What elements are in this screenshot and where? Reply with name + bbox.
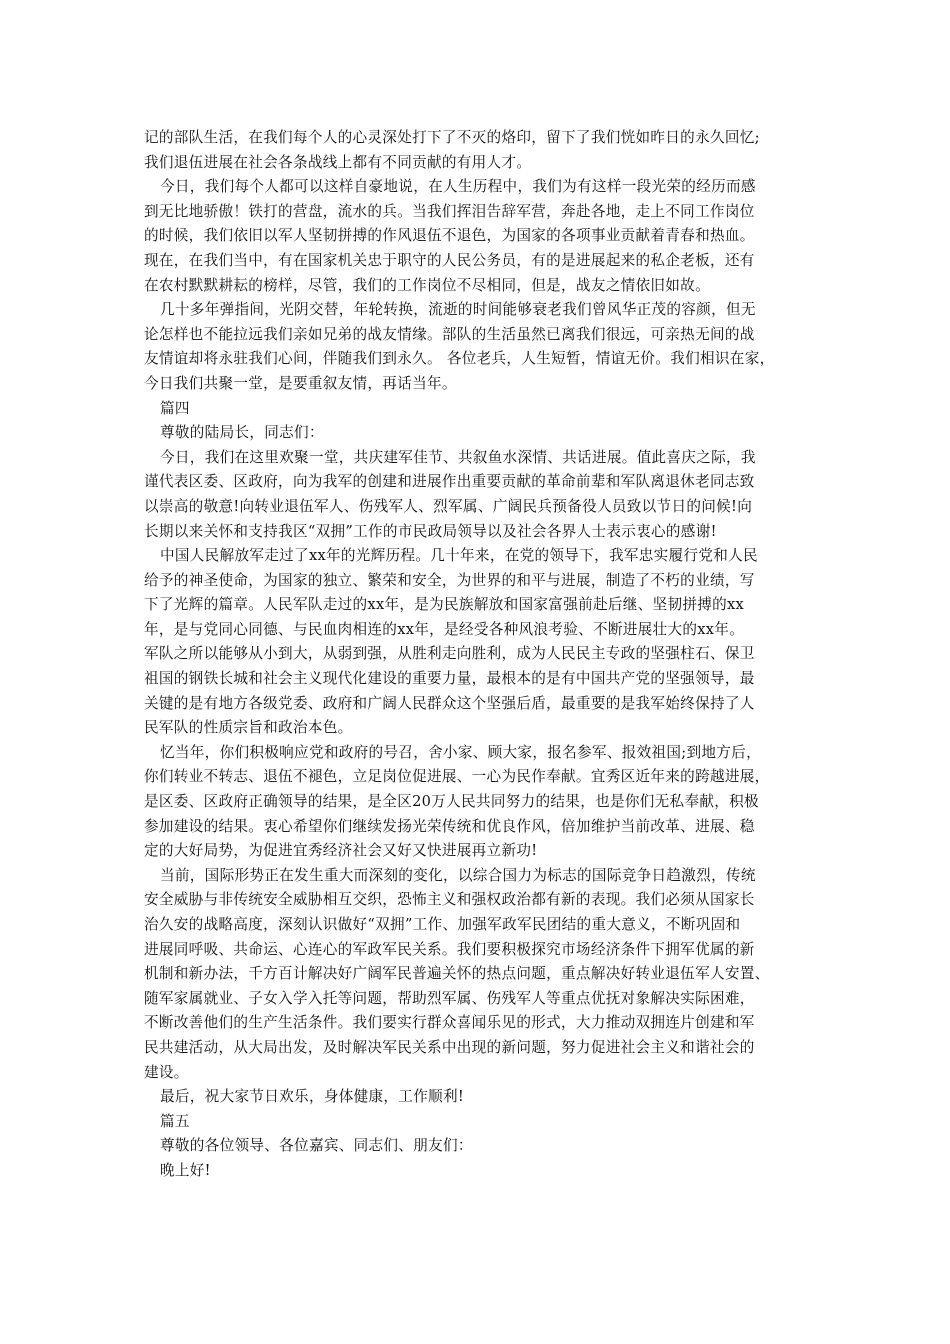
text-line: 篇四	[160, 399, 190, 417]
text-line: 以崇高的敬意!向转业退伍军人、伤残军人、烈军属、广阔民兵预备役人员致以节日的问候!向	[144, 497, 753, 515]
document-body	[144, 126, 816, 1184]
text-line: 你们转业不转志、退伍不褪色，立足岗位促进展、一心为民作奉献。宜秀区近年来的跨越进展，	[144, 768, 770, 786]
text-line: 到无比地骄傲！铁打的营盘，流水的兵。当我们挥泪告辞军营，奔赴各地，走上不同工作岗位	[144, 202, 755, 220]
text-line: 论怎样也不能拉远我们亲如兄弟的战友情缘。部队的生活虽然已离我们很远，可亲热无间的战	[144, 325, 755, 343]
text-line: 谨代表区委、区政府，向为我军的创建和进展作出重要贡献的革命前辈和军队离退休老同志致	[144, 473, 755, 491]
text-line: 下了光辉的篇章。人民军队走过的xx年，是为民族解放和国家富强前赴后继、坚韧拼搏的xx	[144, 596, 745, 614]
text-line: 今日，我们每个人都可以这样自豪地说，在人生历程中，我们为有这样一段光荣的经历而感	[160, 178, 756, 196]
text-line: 参加建设的结果。衷心希望你们继续发扬光荣传统和优良作风，倍加维护当前改革、进展、稳	[144, 817, 755, 835]
text-line: 尊敬的各位领导、各位嘉宾、同志们、朋友们：	[160, 1137, 473, 1155]
text-line: 祖国的钢铁长城和社会主义现代化建设的重要力量，最根本的是有中国共产党的坚强领导，最	[144, 670, 755, 688]
document-page	[144, 126, 816, 1184]
text-line: 友情谊却将永驻我们心间，伴随我们到永久。 各位老兵，人生短暂，情谊无价。我们相识在家，	[144, 350, 775, 368]
text-line: 当前，国际形势正在发生重大而深刻的变化，以综合国力为标志的国际竞争日趋激烈，传统	[160, 866, 756, 884]
text-line: 中国人民解放军走过了xx年的光辉历程。几十年来，在党的领导下，我军忠实履行党和人民	[160, 547, 758, 565]
text-line: 给予的神圣使命，为国家的独立、繁荣和安全，为世界的和平与进展，制造了不朽的业绩，写	[144, 571, 755, 589]
text-line: 现在，在我们当中，有在国家机关忠于职守的人民公务员，有的是进展起来的私企老板，还有	[144, 251, 755, 269]
text-line: 军队之所以能够从小到大，从弱到强，从胜利走向胜利，成为人民民主专政的坚强柱石、保卫	[144, 645, 755, 663]
text-line: 几十多年弹指间，光阴交替，年轮转换，流逝的时间能够衰老我们曾风华正茂的容颜，但无	[160, 301, 756, 319]
text-line: 篇五	[160, 1112, 190, 1130]
text-line: 不断改善他们的生产生活条件。我们要实行群众喜闻乐见的形式，大力推动双拥连片创建和军	[144, 1014, 755, 1032]
text-line: 民共建活动，从大局出发，及时解决军民关系中出现的新问题，努力促进社会主义和谐社会的	[144, 1038, 755, 1056]
text-line: 记的部队生活，在我们每个人的心灵深处打下了不灭的烙印，留下了我们恍如昨日的永久回忆;	[144, 129, 760, 146]
text-line: 定的大好局势，为促进宜秀经济社会又好又快进展再立新功!	[144, 842, 538, 860]
text-line: 的时候，我们依旧以军人坚韧拼搏的作风退伍不退色，为国家的各项事业贡献着青春和热血。	[144, 227, 755, 245]
text-line: 年，是与党同心同德、与民血肉相连的xx年，是经受各种风浪考验、不断进展壮大的xx年。	[144, 620, 745, 638]
text-line: 在农村默默耕耘的榜样，尽管，我们的工作岗位不尽相同，但是，战友之情依旧如故。	[144, 276, 710, 294]
text-line: 建设。	[144, 1063, 189, 1081]
text-line: 长期以来关怀和支持我区“双拥”工作的市民政局领导以及社会各界人士表示衷心的感谢!	[144, 522, 717, 540]
text-line: 忆当年，你们积极响应党和政府的号召，舍小家、顾大家，报名参军、报效祖国;到地方后，	[160, 743, 761, 761]
text-line: 治久安的战略高度，深刻认识做好“双拥”工作、加强军政军民团结的重大意义，不断巩固和	[144, 916, 741, 933]
text-line: 民军队的性质宗旨和政治本色。	[144, 719, 353, 737]
text-line: 随军家属就业、子女入学入托等问题，帮助烈军属、伤残军人等重点优抚对象解决实际困难，	[144, 989, 755, 1007]
text-line: 安全威胁与非传统安全威胁相互交织，恐怖主义和强权政治都有新的表现。我们必须从国家长	[144, 891, 755, 909]
text-line: 今日，我们在这里欢聚一堂，共庆建军佳节、共叙鱼水深情、共话进展。值此喜庆之际，我	[160, 448, 756, 466]
text-line: 关键的是有地方各级党委、政府和广阔人民群众这个坚强后盾，最重要的是我军始终保持了人	[144, 694, 755, 712]
text-line: 晚上好!	[160, 1161, 211, 1179]
text-line: 尊敬的陆局长，同志们：	[160, 424, 324, 442]
text-line: 机制和新办法，千方百计解决好广阔军民普遍关怀的热点问题，重点解决好转业退伍军人安置、	[144, 965, 770, 983]
text-line: 是区委、区政府正确领导的结果，是全区20万人民共同努力的结果，也是你们无私奉献，积极	[144, 793, 759, 811]
text-line: 进展同呼吸、共命运、心连心的军政军民关系。我们要积极探究市场经济条件下拥军优属的新	[144, 940, 755, 958]
text-line: 最后，祝大家节日欢乐，身体健康，工作顺利!	[160, 1088, 465, 1106]
text-line: 我们退伍进展在社会各条战线上都有不同贡献的有用人才。	[144, 153, 532, 171]
text-line: 今日我们共聚一堂，是要重叙友情，再话当年。	[144, 374, 457, 392]
